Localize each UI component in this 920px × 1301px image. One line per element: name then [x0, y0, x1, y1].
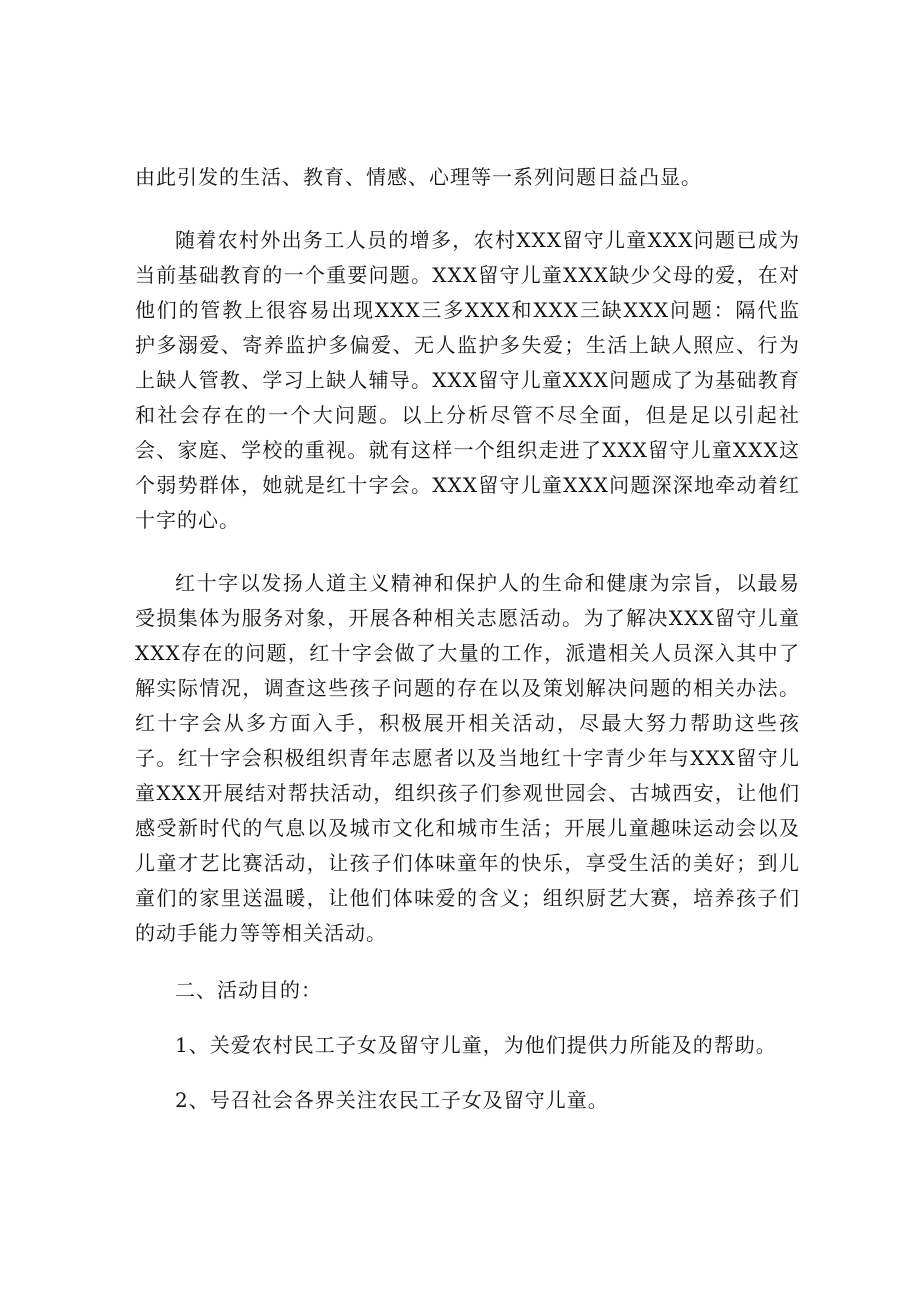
list-item-purpose-2: 2、号召社会各界关注农民工子女及留守儿童。: [175, 1088, 609, 1112]
paragraph-background: 随着农村外出务工人员的增多，农村XXX留守儿童XXX问题已成为当前基础教育的一个重要问题。XXX留守儿童XXX缺少父母的爱，在对他们的管教上很容易出现XXX三多XXX和XXX三缺XXX问题：隔代监护多溺爱、寄养监护多偏爱、无人监护多失爱；生活上缺人照应、行为上缺人管教、学习上缺人辅导。XXX留守儿童XXX问题成了为基础教育和社会存在的一个大问题。以上分析尽管不尽全面，但是足以引起社会、家庭、学校的重视。就有这样一个组织走进了XXX留守儿童XXX这个弱势群体，她就是红十字会。XXX留守儿童XXX问题深深地牵动着红十字的心。: [135, 228, 800, 532]
list-item-purpose-1: 1、关爱农村民工子女及留守儿童，为他们提供力所能及的帮助。: [175, 1033, 777, 1057]
paragraph-continuation: 由此引发的生活、教育、情感、心理等一系列问题日益凸显。: [135, 165, 702, 189]
section-heading-activity-purpose: 二、活动目的：: [175, 978, 322, 1002]
document-page: [135, 160, 800, 1118]
paragraph-red-cross: 红十字以发扬人道主义精神和保护人的生命和健康为宗旨，以最易受损集体为服务对象，开展各种相关志愿活动。为了解决XXX留守儿童XXX存在的问题，红十字会做了大量的工作，派遣相关人员深入其中了解实际情况，调查这些孩子问题的存在以及策划解决问题的相关办法。红十字会从多方面入手，积极展开相关活动，尽最大努力帮助这些孩子。红十字会积极组织青年志愿者以及当地红十字青少年与XXX留守儿童XXX开展结对帮扶活动，组织孩子们参观世园会、古城西安，让他们感受新时代的气息以及城市文化和城市生活；开展儿童趣味运动会以及儿童才艺比赛活动，让孩子们体味童年的快乐，享受生活的美好；到儿童们的家里送温暖，让他们体味爱的含义；组织厨艺大赛，培养孩子们的动手能力等等相关活动。: [135, 571, 800, 945]
